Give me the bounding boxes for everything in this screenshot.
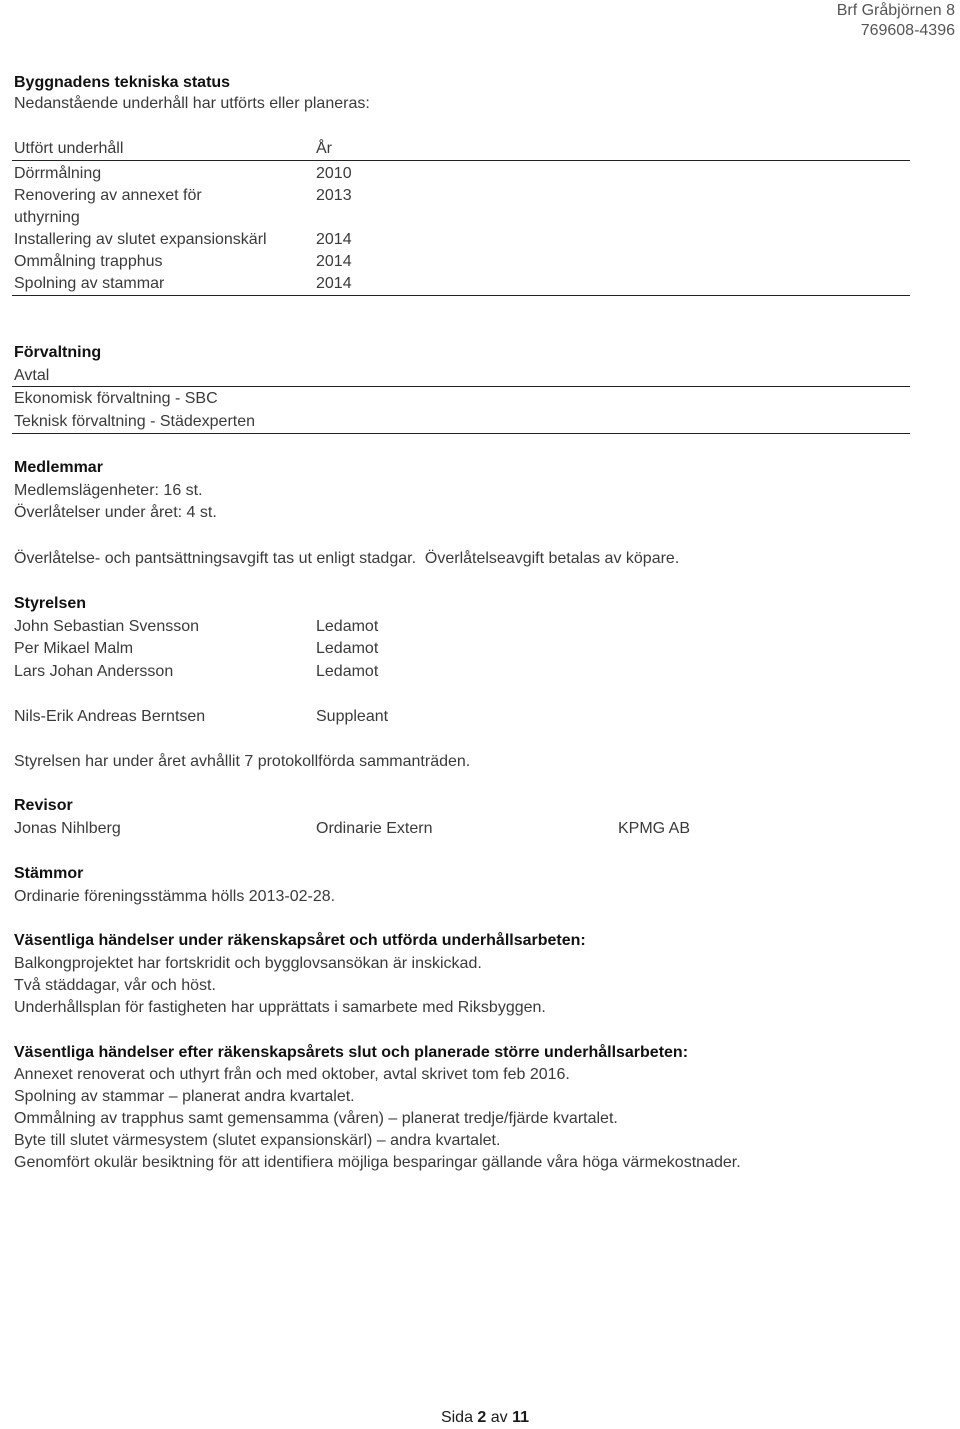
board-meetings-text: Styrelsen har under året avhållit 7 protokollförda sammanträden. — [14, 753, 471, 770]
page-total: 11 — [512, 1409, 530, 1426]
maintenance-year: 2010 — [316, 165, 352, 182]
events-after-line: Byte till slutet värmesystem (slutet expansionskärl) – andra kvartalet. — [14, 1132, 501, 1149]
auditor-title: Revisor — [14, 797, 73, 814]
board-member-role: Suppleant — [316, 708, 389, 725]
col-header-year: År — [316, 140, 332, 157]
events-during-line: Balkongprojektet har fortskridit och bygglovsansökan är inskickad. — [14, 955, 482, 972]
management-item: Ekonomisk förvaltning - SBC — [14, 390, 218, 407]
management-title: Förvaltning — [14, 344, 102, 361]
page-word: Sida — [440, 1409, 473, 1426]
members-transfers: Överlåtelser under året: 4 st. — [14, 504, 217, 521]
meetings-title: Stämmor — [14, 865, 84, 882]
maintenance-task: Dörrmålning — [14, 165, 102, 182]
page-number: 2 — [477, 1409, 487, 1426]
management-item: Teknisk förvaltning - Städexperten — [14, 413, 256, 430]
events-after-line: Ommålning av trapphus samt gemensamma (våren) – planerat tredje/fjärde kvartalet. — [14, 1110, 618, 1127]
events-during-title: Väsentliga händelser under räkenskapsåret och utförda underhållsarbeten: — [14, 932, 586, 949]
members-title: Medlemmar — [14, 459, 103, 476]
management-bottom-rule — [12, 433, 910, 434]
maintenance-task: Installering av slutet expansionskärl — [14, 231, 267, 248]
org-name: Brf Gråbjörnen 8 — [836, 2, 955, 19]
auditor-name: Jonas Nihlberg — [14, 820, 121, 837]
meetings-text: Ordinarie föreningsstämma hölls 2013-02-28. — [14, 888, 336, 905]
maintenance-task: Renovering av annexet för — [14, 187, 202, 204]
auditor-firm: KPMG AB — [618, 820, 691, 837]
maintenance-task-line2: uthyrning — [14, 209, 80, 226]
tech-status-intro: Nedanstående underhåll har utförts eller planeras: — [14, 95, 370, 112]
maintenance-year: 2014 — [316, 275, 352, 292]
board-member-role: Ledamot — [316, 663, 379, 680]
table-header-rule — [12, 160, 910, 161]
maintenance-year: 2013 — [316, 187, 352, 204]
management-col-header: Avtal — [14, 367, 50, 384]
members-fees: Överlåtelse- och pantsättningsavgift tas ut enligt stadgar. Överlåtelseavgift betalas av köpare. — [14, 550, 680, 567]
events-during-line: Två städdagar, vår och höst. — [14, 977, 216, 994]
members-apartments: Medlemslägenheter: 16 st. — [14, 482, 203, 499]
page-indicator — [0, 1407, 960, 1429]
board-member-role: Ledamot — [316, 640, 379, 657]
events-after-title: Väsentliga händelser efter räkenskapsårets slut och planerade större underhållsarbeten: — [14, 1044, 689, 1061]
maintenance-year: 2014 — [316, 231, 352, 248]
events-after-line: Spolning av stammar – planerat andra kvartalet. — [14, 1088, 355, 1105]
board-member-name: John Sebastian Svensson — [14, 618, 200, 635]
maintenance-task: Spolning av stammar — [14, 275, 165, 292]
maintenance-task: Ommålning trapphus — [14, 253, 163, 270]
management-header-rule — [12, 386, 910, 387]
board-member-name: Nils-Erik Andreas Berntsen — [14, 708, 206, 725]
board-title: Styrelsen — [14, 595, 87, 612]
org-number: 769608-4396 — [860, 22, 955, 39]
page-of-word: av — [490, 1409, 508, 1426]
board-member-name: Lars Johan Andersson — [14, 663, 174, 680]
tech-status-title: Byggnadens tekniska status — [14, 74, 231, 91]
events-after-line: Annexet renoverat och uthyrt från och med oktober, avtal skrivet tom feb 2016. — [14, 1066, 570, 1083]
col-header-task: Utfört underhåll — [14, 140, 124, 157]
events-during-line: Underhållsplan för fastigheten har upprättats i samarbete med Riksbyggen. — [14, 999, 546, 1016]
auditor-type: Ordinarie Extern — [316, 820, 433, 837]
events-after-line: Genomfört okulär besiktning för att identifiera möjliga besparingar gällande våra höga värmekostnader. — [14, 1154, 741, 1171]
table-bottom-rule — [12, 295, 910, 296]
maintenance-year: 2014 — [316, 253, 352, 270]
board-member-role: Ledamot — [316, 618, 379, 635]
board-member-name: Per Mikael Malm — [14, 640, 134, 657]
